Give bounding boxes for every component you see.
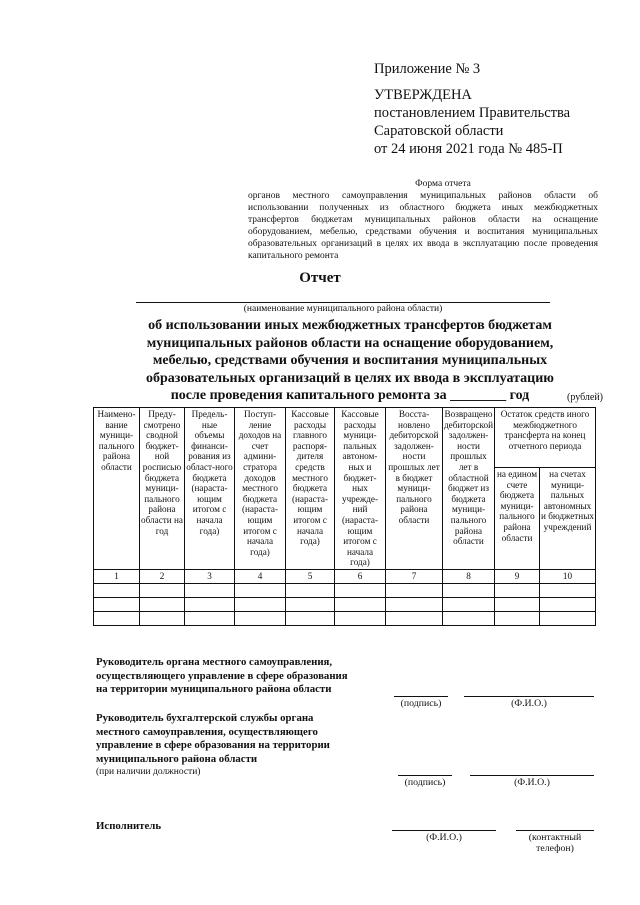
report-table bbox=[93, 407, 596, 626]
form-note-head: Форма отчета bbox=[415, 179, 471, 189]
report-subtitle bbox=[110, 317, 590, 405]
subtitle-line: после проведения капитального ремонта за ________ год bbox=[170, 388, 530, 403]
region-name-line bbox=[136, 302, 550, 303]
executor-label: Исполнитель bbox=[96, 820, 162, 832]
fio-label: (Ф.И.О.) bbox=[511, 698, 547, 709]
col-header-region: Наимено-вание муници-пального района области bbox=[94, 408, 140, 570]
signature-title-line: управление в сфере образования на территории bbox=[96, 739, 330, 751]
contact-line bbox=[516, 830, 594, 831]
col-header-returned-debt: Возвращено дебиторской задолжен-ности прошлых лет в областной бюджет из бюджета муници-пального района области bbox=[443, 408, 495, 570]
col-header-planned: Преду-смотрено сводной бюджет-ной росписью бюджета муници-пального района области на год bbox=[140, 408, 185, 570]
approved-by-decree: постановлением Правительства bbox=[374, 105, 571, 121]
column-number: 3 bbox=[185, 569, 235, 583]
signature-title-line: муниципального района области bbox=[96, 752, 258, 765]
col-header-remainder-institutions: на счетах муници-пальных автономных и бюджетных учреждений bbox=[540, 467, 596, 569]
currency-note: (рублей) bbox=[567, 392, 604, 403]
signature-title-line: Руководитель бухгалтерской службы органа bbox=[96, 712, 314, 724]
column-number: 9 bbox=[495, 569, 540, 583]
column-number: 6 bbox=[335, 569, 386, 583]
appendix-number: Приложение № 3 bbox=[374, 61, 481, 77]
column-number: 7 bbox=[386, 569, 443, 583]
column-number: 2 bbox=[140, 569, 185, 583]
subtitle-line: муниципальных районов области на оснащение оборудованием, bbox=[146, 335, 554, 351]
executor-fio-label: (Ф.И.О.) bbox=[426, 832, 462, 843]
col-header-expenses-main: Кассовые расходы главного распоря-дителя средств местного бюджета (нараста-ющим итогом с начала года) bbox=[286, 408, 335, 570]
form-description bbox=[248, 178, 598, 262]
fio-line bbox=[470, 775, 594, 776]
column-number: 10 bbox=[540, 569, 596, 583]
approved-region: Саратовской области bbox=[374, 123, 504, 139]
signature-title-line: на территории муниципального района области bbox=[96, 683, 332, 695]
col-header-remainder-single-account: на едином счете бюджета муници-пального района области bbox=[495, 467, 540, 569]
approval-block bbox=[374, 86, 624, 158]
signature-title-line: осуществляющего управление в сфере образования bbox=[96, 669, 348, 682]
col-header-expenses-institutions: Кассовые расходы муници-пальных автоном-ных и бюджет-ных учрежде-ний (нараста-ющим итогом с начала года) bbox=[335, 408, 386, 570]
approved-title: УТВЕРЖДЕНА bbox=[374, 87, 472, 103]
column-number: 5 bbox=[286, 569, 335, 583]
table-row bbox=[94, 597, 596, 611]
signature-line bbox=[394, 696, 448, 697]
column-number: 1 bbox=[94, 569, 140, 583]
accounting-note: (при наличии должности) bbox=[96, 767, 201, 777]
table-row bbox=[94, 583, 596, 597]
signature-title-line: местного самоуправления, осуществляющего bbox=[96, 725, 318, 738]
signature-title-line: Руководитель органа местного самоуправления, bbox=[96, 656, 333, 668]
form-note-body: органов местного самоуправления муниципальных районов области об использовании полученных из областного бюджета иных межбюджетных трансфертов бюджетам муниципальных районов области на оснащение оборудованием, мебелью, средствами обучения и воспитания муниципальных образовательных организаций в целях их ввода в эксплуатацию после проведения капитального ремонта bbox=[248, 191, 598, 261]
subtitle-line: мебелью, средствами обучения и воспитания муниципальных bbox=[152, 353, 548, 368]
report-title: Отчет bbox=[299, 270, 341, 286]
signature-line bbox=[398, 775, 452, 776]
subtitle-line: образовательных организаций в целях их ввода в эксплуатацию bbox=[146, 370, 554, 386]
fio-label: (Ф.И.О.) bbox=[514, 777, 550, 788]
column-number: 8 bbox=[443, 569, 495, 583]
table-row-numbers bbox=[94, 569, 596, 583]
contact-label: (контактный телефон) bbox=[528, 832, 582, 854]
region-name-caption: (наименование муниципального района области) bbox=[243, 304, 443, 314]
executor-fio-line bbox=[392, 830, 496, 831]
accounting-signature-title bbox=[96, 712, 396, 780]
subtitle-line: об использовании иных межбюджетных трансфертов бюджетам bbox=[148, 318, 552, 333]
signature-label: (подпись) bbox=[404, 777, 446, 788]
signature-label: (подпись) bbox=[400, 698, 442, 709]
approved-date: от 24 июня 2021 года № 485-П bbox=[374, 141, 563, 157]
head-signature-title bbox=[96, 656, 396, 697]
column-number: 4 bbox=[235, 569, 286, 583]
col-header-restored-debt: Восста-новлено дебиторской задолжен-ности прошлых лет в бюджет муници-пального района области bbox=[386, 408, 443, 570]
col-header-remainder: Остаток средств иного межбюджетного трансферта на конец отчетного периода bbox=[495, 408, 596, 468]
fio-line bbox=[464, 696, 594, 697]
col-header-limits: Предель-ные объемы финанси-рования из област-ного бюджета (нараста-ющим итогом с начала года) bbox=[185, 408, 235, 570]
col-header-receipts: Поступ-ление доходов на счет админи-стратора доходов местного бюджета (нараста-ющим итогом с начала года) bbox=[235, 408, 286, 570]
table-row bbox=[94, 611, 596, 625]
